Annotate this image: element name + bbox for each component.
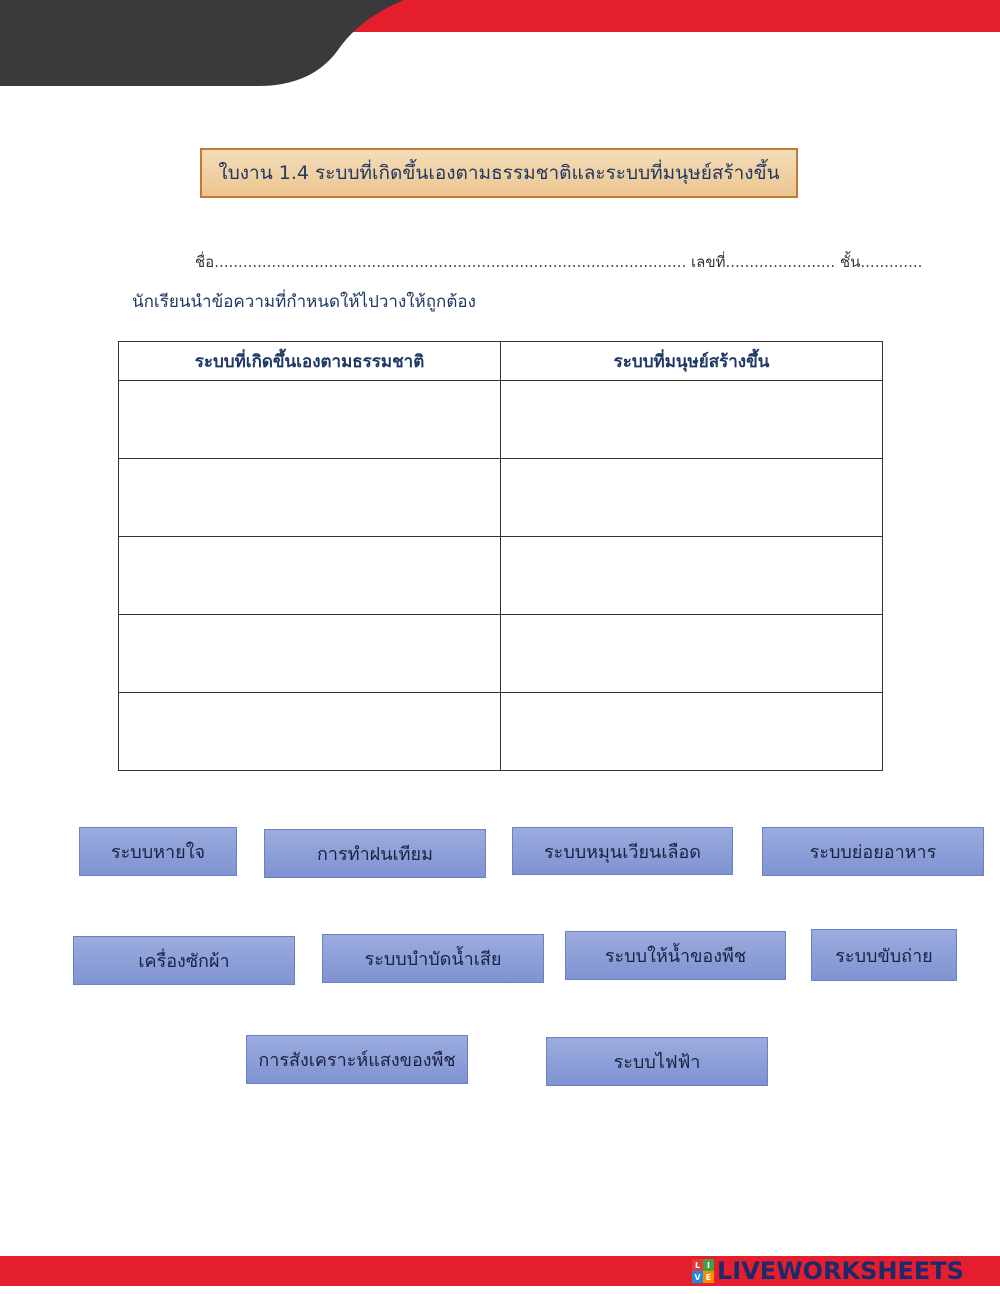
chip-excretory-system[interactable]: ระบบขับถ่าย [811,929,957,981]
logo-text: LIVEWORKSHEETS [717,1257,964,1285]
chip-artificial-rain[interactable]: การทำฝนเทียม [264,829,486,878]
natural-drop-zone[interactable] [119,381,501,459]
human-made-drop-zone[interactable] [501,615,883,693]
natural-system-header: ระบบที่เกิดขึ้นเองตามธรรมชาติ [119,342,501,381]
human-made-drop-zone[interactable] [501,459,883,537]
table-row [119,537,883,615]
logo-badge-icon: L I V E [692,1259,714,1283]
chip-digestive-system[interactable]: ระบบย่อยอาหาร [762,827,984,876]
chip-photosynthesis[interactable]: การสังเคราะห์แสงของพืช [246,1035,468,1084]
chip-respiratory-system[interactable]: ระบบหายใจ [79,827,237,876]
human-made-drop-zone[interactable] [501,537,883,615]
name-dots[interactable]: ................................................................................................... [214,253,687,271]
chip-wastewater-treatment[interactable]: ระบบบำบัดน้ำเสีย [322,934,544,983]
number-dots[interactable]: ....................... [725,253,836,271]
number-label: เลขที่ [691,253,726,271]
human-made-drop-zone[interactable] [501,381,883,459]
class-dots[interactable]: ............. [860,253,923,271]
natural-drop-zone[interactable] [119,693,501,771]
class-label: ชั้น [839,253,861,271]
natural-drop-zone[interactable] [119,459,501,537]
human-made-drop-zone[interactable] [501,693,883,771]
instruction-text: นักเรียนนำข้อความที่กำหนดให้ไปวางให้ถูกต้อง [132,292,476,312]
name-label: ชื่อ [195,253,215,271]
natural-drop-zone[interactable] [119,615,501,693]
top-dark-band [0,0,404,86]
student-info-line [195,250,923,274]
table-row [119,381,883,459]
human-made-system-header: ระบบที่มนุษย์สร้างขึ้น [501,342,883,381]
chip-plant-watering-system[interactable]: ระบบให้น้ำของพืช [565,931,786,980]
chip-washing-machine[interactable]: เครื่องซักผ้า [73,936,295,985]
chip-electrical-system[interactable]: ระบบไฟฟ้า [546,1037,768,1086]
natural-drop-zone[interactable] [119,537,501,615]
table-row [119,459,883,537]
worksheet-title-text: ใบงาน 1.4 ระบบที่เกิดขึ้นเองตามธรรมชาติและระบบที่มนุษย์สร้างขึ้น [218,162,780,184]
chip-circulatory-system[interactable]: ระบบหมุนเวียนเลือด [512,827,733,875]
liveworksheets-logo [692,1256,992,1286]
table-row [119,693,883,771]
table-row [119,615,883,693]
sorting-table [118,341,883,771]
worksheet-title [200,148,798,198]
